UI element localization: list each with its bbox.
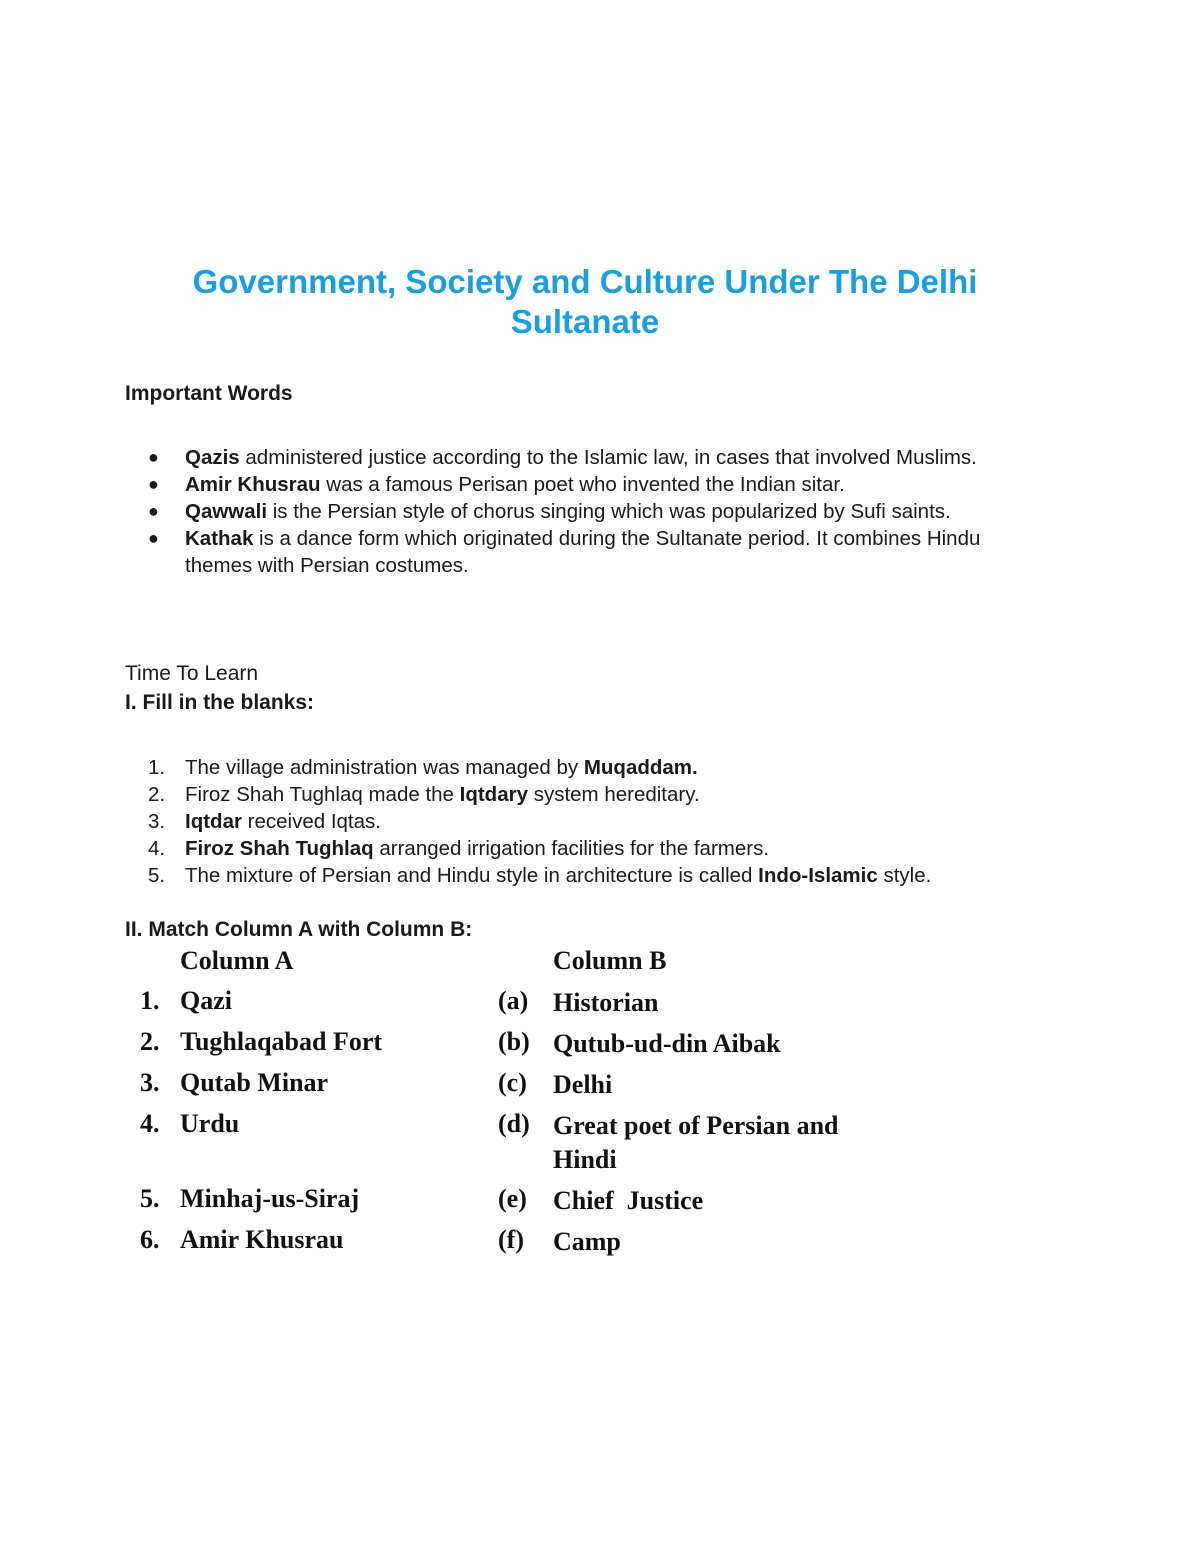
list-item — [125, 862, 1065, 889]
bullet-icon: ● — [148, 501, 159, 521]
list-item — [125, 471, 1045, 498]
row-number: 1. — [140, 986, 160, 1015]
row-number: 2. — [140, 1027, 160, 1056]
page-title: Government, Society and Culture Under The Delhi Sultanate — [192, 263, 978, 340]
sentence-start: The mixture of Persian and Hindu style in architecture is called — [185, 864, 759, 887]
item-number: 2. — [148, 783, 166, 806]
important-words-list — [125, 444, 1045, 579]
answer: Muqaddam. — [583, 756, 698, 779]
definition: is the Persian style of chorus singing which was popularized by Sufi saints. — [267, 500, 951, 523]
bullet-icon: ● — [148, 528, 159, 548]
sentence-end: style. — [877, 864, 932, 887]
list-item — [125, 444, 1045, 471]
item-number: 4. — [148, 837, 166, 860]
list-item — [125, 498, 1045, 525]
match-header-row — [125, 946, 925, 986]
row-letter: (b) — [498, 1027, 530, 1056]
table-row — [125, 1184, 925, 1225]
table-row — [125, 1068, 925, 1109]
term: Kathak — [185, 527, 254, 550]
list-item — [125, 525, 1045, 579]
row-letter: (e) — [498, 1184, 527, 1213]
column-a-cell: Minhaj-us-Siraj — [180, 1184, 360, 1213]
item-number: 1. — [148, 756, 166, 779]
column-b-cell: Camp — [553, 1227, 621, 1256]
table-row — [125, 1109, 925, 1184]
answer: Iqtdary — [459, 783, 528, 806]
list-item — [125, 781, 1065, 808]
term: Amir Khusrau — [185, 473, 321, 496]
column-b-cell: Great poet of Persian and Hindi — [553, 1111, 839, 1174]
answer: Iqtdar — [185, 810, 242, 833]
list-item — [125, 808, 1065, 835]
sentence-start: The village administration was managed by — [185, 756, 584, 779]
sentence-start: Firoz Shah Tughlaq made the — [185, 783, 460, 806]
column-b-cell: Chief Justice — [553, 1186, 704, 1215]
item-number: 5. — [148, 864, 166, 887]
row-number: 5. — [140, 1184, 160, 1213]
column-a-cell: Qutab Minar — [180, 1068, 329, 1097]
bullet-icon: ● — [148, 447, 159, 467]
time-to-learn-heading: Time To Learn — [125, 662, 259, 685]
column-b-cell: Delhi — [553, 1070, 613, 1099]
fill-blanks-list — [125, 754, 1065, 889]
definition: is a dance form which originated during the Sultanate period. It combines Hindu themes with Persian costumes. — [185, 527, 981, 577]
sentence-end: system hereditary. — [528, 783, 700, 806]
list-item — [125, 835, 1065, 862]
item-number: 3. — [148, 810, 166, 833]
column-a-header: Column A — [180, 946, 294, 975]
row-number: 4. — [140, 1109, 160, 1138]
table-row — [125, 986, 925, 1027]
row-number: 6. — [140, 1225, 160, 1254]
column-a-cell: Amir Khusrau — [180, 1225, 344, 1254]
fill-blanks-heading: I. Fill in the blanks: — [125, 691, 315, 714]
table-row — [125, 1027, 925, 1068]
list-item — [125, 754, 1065, 781]
definition: administered justice according to the Islamic law, in cases that involved Muslims. — [239, 446, 977, 469]
answer: Indo-Islamic — [758, 864, 878, 887]
column-a-cell: Urdu — [180, 1109, 240, 1138]
row-letter: (f) — [498, 1225, 524, 1254]
column-a-cell: Tughlaqabad Fort — [180, 1027, 383, 1056]
match-heading: II. Match Column A with Column B: — [125, 918, 473, 941]
definition: was a famous Perisan poet who invented the Indian sitar. — [320, 473, 845, 496]
match-table — [125, 946, 925, 1266]
column-b-cell: Historian — [553, 988, 659, 1017]
row-letter: (c) — [498, 1068, 527, 1097]
row-letter: (d) — [498, 1109, 530, 1138]
term: Qawwali — [185, 500, 268, 523]
row-number: 3. — [140, 1068, 160, 1097]
column-b-header: Column B — [553, 946, 667, 975]
bullet-icon: ● — [148, 474, 159, 494]
answer: Firoz Shah Tughlaq — [185, 837, 374, 860]
row-letter: (a) — [498, 986, 529, 1015]
term: Qazis — [185, 446, 240, 469]
column-a-cell: Qazi — [180, 986, 232, 1015]
column-b-cell: Qutub-ud-din Aibak — [553, 1029, 781, 1058]
sentence-end: arranged irrigation facilities for the farmers. — [373, 837, 770, 860]
table-row — [125, 1225, 925, 1266]
important-words-heading: Important Words — [125, 382, 293, 405]
sentence-end: received Iqtas. — [241, 810, 381, 833]
